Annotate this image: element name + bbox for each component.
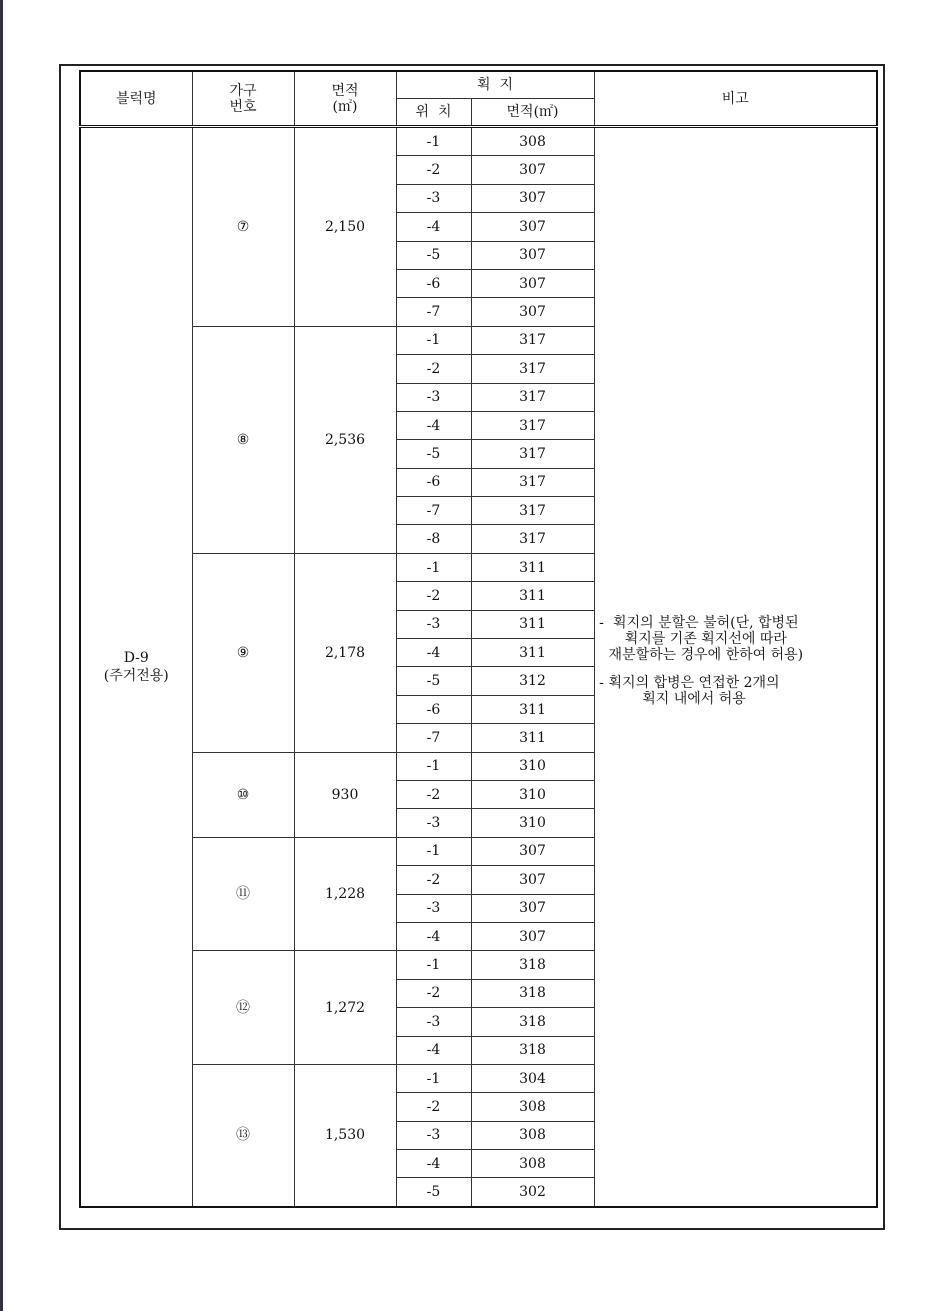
lot-position: -3: [396, 383, 471, 411]
header-block: 블럭명: [80, 71, 192, 127]
block-use: (주거전용): [103, 667, 169, 684]
household-number: ⑬: [192, 1064, 294, 1206]
lot-area: 317: [471, 383, 594, 411]
lot-area: 317: [471, 468, 594, 496]
household-number: ⑦: [192, 127, 294, 327]
lot-position: -2: [396, 1093, 471, 1121]
lot-area: 307: [471, 837, 594, 865]
lot-position: -1: [396, 837, 471, 865]
lot-area: 311: [471, 553, 594, 581]
lot-area: 307: [471, 213, 594, 241]
lot-area: 311: [471, 610, 594, 638]
household-number: ⑨: [192, 553, 294, 752]
lot-position: -3: [396, 1008, 471, 1036]
lot-area: 312: [471, 667, 594, 695]
lot-position: -3: [396, 809, 471, 837]
lot-area: 318: [471, 1036, 594, 1064]
household-number: ⑧: [192, 326, 294, 553]
lot-position: -6: [396, 269, 471, 297]
lot-position: -3: [396, 894, 471, 922]
lot-position: -8: [396, 525, 471, 553]
household-number: ⑪: [192, 837, 294, 951]
lot-area: 317: [471, 497, 594, 525]
block-name: D-9: [123, 649, 149, 666]
header-household: [192, 71, 294, 127]
remark-item: [595, 615, 877, 663]
lot-area: 307: [471, 156, 594, 184]
header-area-text: 면적 (㎡): [331, 82, 359, 115]
lot-position: -1: [396, 553, 471, 581]
lot-area: 311: [471, 724, 594, 752]
header-lot: 획 지: [396, 71, 594, 99]
household-area: 2,178: [294, 553, 396, 752]
lot-area: 304: [471, 1064, 594, 1092]
lot-area: 308: [471, 1150, 594, 1178]
lot-area: 307: [471, 241, 594, 269]
remark-text: 획지의 합병은 연접한 2개의 획지 내에서 허용: [608, 674, 780, 707]
household-area: 1,228: [294, 837, 396, 951]
lot-area: 307: [471, 298, 594, 326]
page-left-rule: [0, 0, 3, 1311]
lot-area: 311: [471, 582, 594, 610]
lot-table: [79, 70, 878, 1208]
lot-area: 307: [471, 184, 594, 212]
lot-position: -4: [396, 1150, 471, 1178]
lot-position: -4: [396, 411, 471, 439]
lot-area: 317: [471, 326, 594, 354]
lot-position: -5: [396, 440, 471, 468]
household-area: 2,536: [294, 326, 396, 553]
lot-area: 318: [471, 1008, 594, 1036]
header-household-text: 가구 번호: [229, 82, 257, 115]
remarks-cell: [594, 127, 877, 1207]
lot-area: 307: [471, 922, 594, 950]
lot-position: -1: [396, 326, 471, 354]
lot-position: -4: [396, 922, 471, 950]
remark-text: 획지의 분할은 불허(단, 합병된 획지를 기존 획지선에 따라 재분할하는 경우에 한하여 허용): [608, 614, 804, 663]
header-remarks: 비고: [594, 71, 877, 127]
header-area: [294, 71, 396, 127]
lot-area: 308: [471, 1121, 594, 1149]
lot-position: -2: [396, 156, 471, 184]
lot-position: -5: [396, 667, 471, 695]
household-area: 1,530: [294, 1064, 396, 1206]
lot-position: -2: [396, 780, 471, 808]
lot-area: 310: [471, 752, 594, 780]
lot-area: 311: [471, 639, 594, 667]
lot-position: -3: [396, 610, 471, 638]
lot-position: -2: [396, 582, 471, 610]
header-lot-area: 면적(㎡): [471, 99, 594, 127]
lot-position: -6: [396, 695, 471, 723]
table-row: [80, 127, 877, 156]
lot-position: -7: [396, 724, 471, 752]
remark-dash: -: [599, 674, 604, 691]
lot-position: -5: [396, 241, 471, 269]
lot-area: 317: [471, 355, 594, 383]
lot-position: -2: [396, 355, 471, 383]
lot-area: 308: [471, 1093, 594, 1121]
lot-position: -4: [396, 213, 471, 241]
lot-area: 317: [471, 525, 594, 553]
lot-position: -7: [396, 298, 471, 326]
household-number: ⑫: [192, 951, 294, 1065]
lot-area: 302: [471, 1178, 594, 1207]
remark-dash: -: [599, 614, 604, 631]
block-cell: [80, 127, 192, 1207]
remark-item: [595, 675, 877, 707]
lot-position: -3: [396, 1121, 471, 1149]
lot-position: -6: [396, 468, 471, 496]
household-area: 2,150: [294, 127, 396, 327]
lot-area: 318: [471, 951, 594, 979]
lot-position: -3: [396, 184, 471, 212]
lot-position: -7: [396, 497, 471, 525]
lot-area: 310: [471, 809, 594, 837]
lot-position: -1: [396, 752, 471, 780]
lot-area: 317: [471, 411, 594, 439]
header-position: 위 치: [396, 99, 471, 127]
lot-position: -4: [396, 1036, 471, 1064]
lot-area: 308: [471, 127, 594, 156]
lot-area: 311: [471, 695, 594, 723]
lot-position: -1: [396, 1064, 471, 1092]
lot-position: -1: [396, 127, 471, 156]
lot-position: -1: [396, 951, 471, 979]
lot-position: -5: [396, 1178, 471, 1207]
household-area: 930: [294, 752, 396, 837]
lot-position: -2: [396, 866, 471, 894]
lot-position: -4: [396, 639, 471, 667]
lot-area: 317: [471, 440, 594, 468]
household-area: 1,272: [294, 951, 396, 1065]
lot-area: 318: [471, 979, 594, 1007]
lot-area: 310: [471, 780, 594, 808]
table-body: [80, 127, 877, 1207]
lot-area: 307: [471, 894, 594, 922]
lot-area: 307: [471, 866, 594, 894]
household-number: ⑩: [192, 752, 294, 837]
lot-area: 307: [471, 269, 594, 297]
lot-position: -2: [396, 979, 471, 1007]
